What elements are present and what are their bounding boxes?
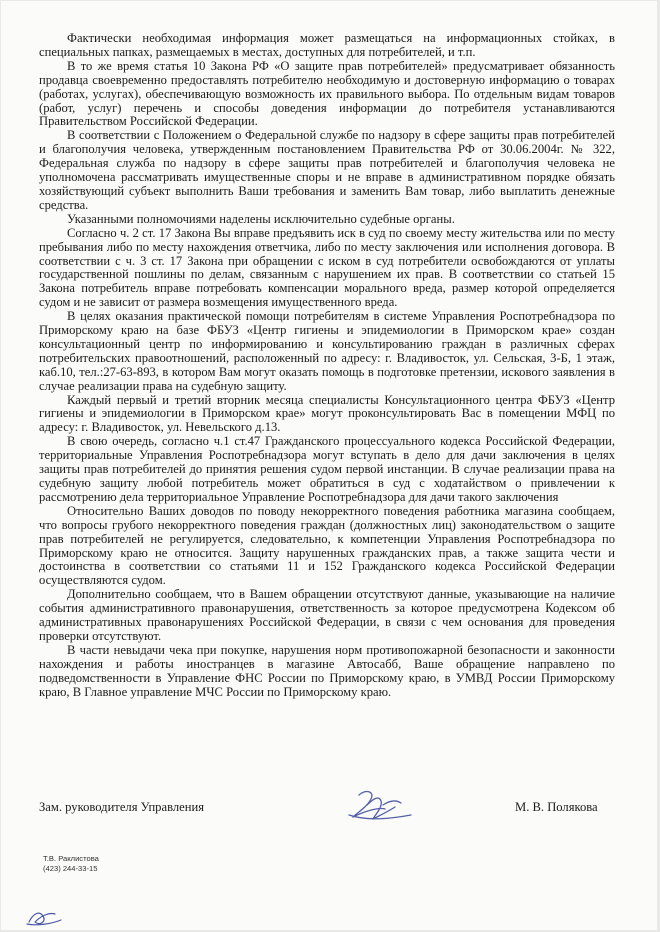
letter-body (39, 32, 615, 700)
executor-phone: (423) 244-33-15 (43, 864, 98, 873)
handwritten-signature (345, 785, 417, 825)
paragraph-article-47: В свою очередь, согласно ч.1 ст.47 Гражданского процессуального кодекса Российской Федерации, территориальные Управления Роспотребнадзора могут вступать в дело для дачи заключения в целях защиты прав потребителей до принятия решения судом первой инстанции. В случае реализации права на судебную защиту любой потребитель может обратиться в суд с ходатайством о привлечении к рассмотрению дела территориальное Управление Роспотребнадзора для дачи такого заключения (39, 434, 615, 504)
paragraph-article-17: Согласно ч. 2 ст. 17 Закона Вы вправе предъявить иск в суд по своему месту жительства или по месту пребывания либо по месту нахождения ответчика, либо по месту заключения или исполнения договора. В соответствии с ч. 3 ст. 17 Закона при обращении с иском в суд потребители освобождаются от уплаты государственной пошлины по делам, связанным с нарушением их прав. В соответствии со статьей 15 Закона потребитель вправе потребовать компенсации морального вреда, размер которой определяется судом и не зависит от размера возмещения имущественного вреда. (39, 225, 615, 310)
paragraph-regulation: В соответствии с Положением о Федеральной службе по надзору в сфере защиты прав потребителей и благополучия человека, утвержденным постановлением Правительства РФ от 30.06.2004г. № 322, Федеральная служба по надзору в сфере защиты прав потребителей и благополучия человека не уполномочена рассматривать имущественные споры и не вправе в административном порядке обязать хозяйствующий субъект выполнить Ваши требования и заменить Вам товар, либо выплатить денежные средства. (39, 128, 615, 212)
executor-info (43, 854, 99, 874)
paragraph-court-powers: Указанными полномочиями наделены исключительно судебные органы. (67, 211, 455, 226)
handwritten-mark (25, 902, 65, 928)
signatory-role: Зам. руководителя Управления (39, 800, 204, 814)
paragraph-article-10: В то же время статья 10 Закона РФ «О защите прав потребителей» предусматривает обязанность продавца своевременно предоставлять потребителю необходимую и достоверную информацию о товарах (работах, услугах), обеспечивающую возможность их правильного выбора. По отдельным видам товаров (работ, услуг) перечень и способы доведения информации до потребителя устанавливаются Правительством Российской Федерации. (39, 58, 615, 129)
paragraph-administrative: Дополнительно сообщаем, что в Вашем обращении отсутствуют данные, указывающие на наличие события административного правонарушения, ответственность за которое предусмотрена Кодексом об административных правонарушениях Российской Федерации, в связи с чем основания для проведения проверки отсутствуют. (39, 587, 615, 643)
paragraph-employee-behavior: Относительно Ваших доводов по поводу некорректного поведения работника магазина сообщаем, что вопросы грубого некорректного поведения граждан (должностных лиц) законодательством о защите прав потребителей не регулируется, следовательно, к компетенции Управления Роспотребнадзора по Приморскому краю не относится. Защиту нарушенных гражданских прав, а также защита чести и достоинства в соответствии со статьями 11 и 152 Гражданского кодекса Российской Федерации осуществляются судом. (39, 503, 615, 588)
letter-page (1, 1, 657, 930)
executor-name: Т.В. Раклистова (43, 854, 99, 863)
paragraph-consultation-center: В целях оказания практической помощи потребителям в системе Управления Роспотребнадзора по Приморскому краю на базе ФБУЗ «Центр гигиены и эпидемиологии в Приморском крае» создан консультационный центр по информированию и консультированию граждан в различных сферах потребительских правоотношений, расположенный по адресу: г. Владивосток, ул. Сельская, 3-Б, 1 этаж, каб.10, тел.:27-63-893, в котором Вам могут оказать помощь в подготовке претензии, искового заявления в случае реализации права на судебную защиту. (39, 309, 615, 393)
signatory-name: М. В. Полякова (515, 800, 598, 814)
paragraph-mfc: Каждый первый и третий вторник месяца специалисты Консультационного центра ФБУЗ «Центр гигиены и эпидемиологии в Приморском крае» могут проконсультировать Вас в помещении МФЦ по адресу: г. Владивосток, ул. Невельского д.13. (39, 392, 615, 435)
paragraph-redirect: В части невыдачи чека при покупке, нарушения норм противопожарной безопасности и законности нахождения и работы иностранцев в магазине Автосабб, Ваше обращение направлено по подведомственности в Управление ФНС России по Приморскому краю, в УМВД России Приморскому краю, В Главное управление МЧС России по Приморскому краю. (39, 642, 615, 699)
paragraph-info-stands: Фактически необходимая информация может размещаться на информационных стойках, в специальных папках, размещаемых в местах, доступных для потребителей, и т.п. (39, 31, 615, 59)
